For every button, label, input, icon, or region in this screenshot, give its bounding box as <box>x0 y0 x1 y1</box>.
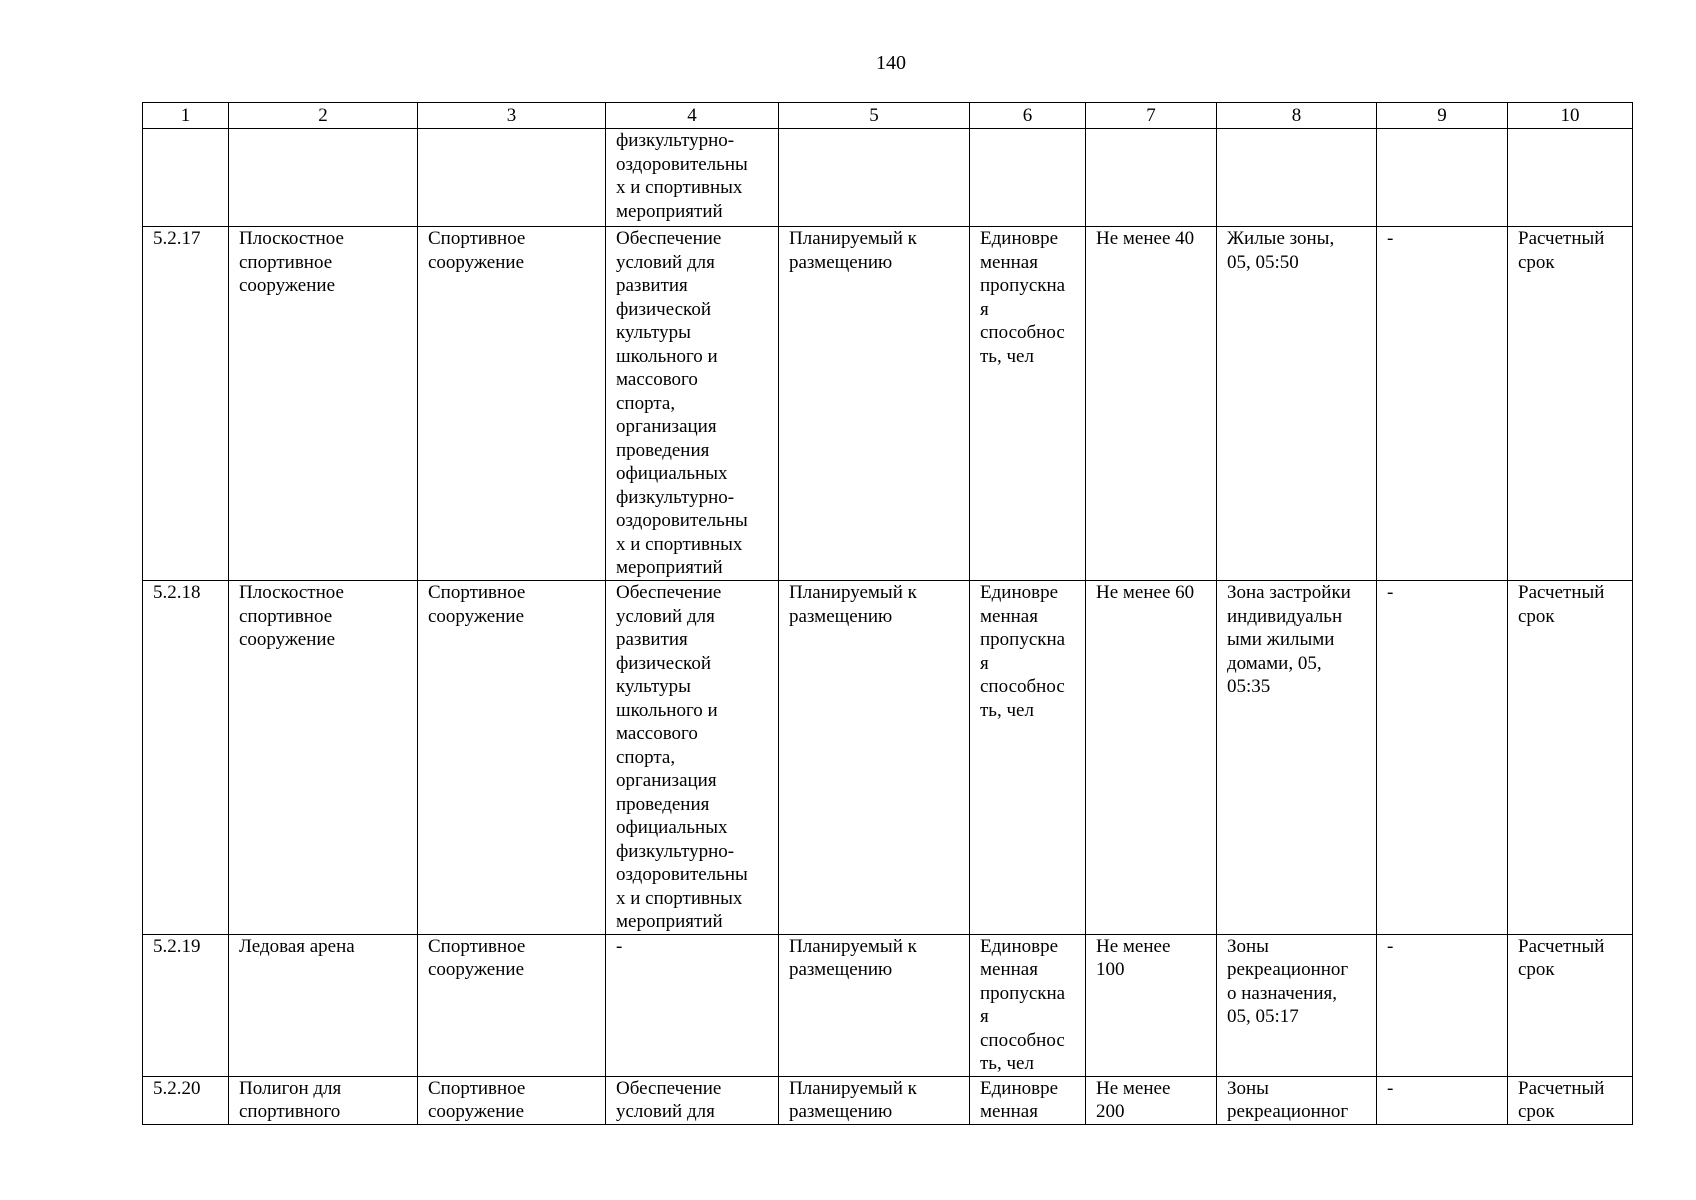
column-header: 8 <box>1217 103 1377 129</box>
column-header: 1 <box>143 103 229 129</box>
location-cell: Жилые зоны, 05, 05:50 <box>1217 227 1377 581</box>
value-cell: Не менее 100 <box>1086 934 1217 1076</box>
table-row <box>143 934 1633 1076</box>
object-name-cell: Плоскостное спортивное сооружение <box>229 581 418 935</box>
status-cell: Планируемый к размещению <box>779 581 970 935</box>
table-row-continuation <box>143 129 1633 227</box>
row-number-cell: 5.2.19 <box>143 934 229 1076</box>
object-name-cell: Ледовая арена <box>229 934 418 1076</box>
table-cell: физкультурно- оздоровительны х и спортивных мероприятий <box>606 129 779 227</box>
row-number-cell: 5.2.17 <box>143 227 229 581</box>
column-header: 7 <box>1086 103 1217 129</box>
term-cell: Расчетный срок <box>1508 1076 1633 1124</box>
location-cell: Зоны рекреационног <box>1217 1076 1377 1124</box>
parameter-cell: Единовре менная <box>970 1076 1086 1124</box>
parameter-cell: Единовре менная пропускна я способнос ть, чел <box>970 934 1086 1076</box>
table-cell <box>1217 129 1377 227</box>
page-number: 140 <box>876 52 906 74</box>
location-cell: Зоны рекреационног о назначения, 05, 05:17 <box>1217 934 1377 1076</box>
object-name-cell: Полигон для спортивного <box>229 1076 418 1124</box>
row-number-cell: 5.2.18 <box>143 581 229 935</box>
status-cell: Планируемый к размещению <box>779 934 970 1076</box>
table-row <box>143 227 1633 581</box>
column-header: 4 <box>606 103 779 129</box>
table-cell <box>418 129 606 227</box>
object-type-cell: Спортивное сооружение <box>418 1076 606 1124</box>
column-header: 5 <box>779 103 970 129</box>
column-header: 6 <box>970 103 1086 129</box>
value-cell: Не менее 200 <box>1086 1076 1217 1124</box>
status-cell: Планируемый к размещению <box>779 227 970 581</box>
table-row <box>143 1076 1633 1124</box>
value-cell: Не менее 40 <box>1086 227 1217 581</box>
zone-cell: - <box>1377 227 1508 581</box>
purpose-cell: Обеспечение условий для развития физической культуры школьного и массового спорта, организация проведения официальных физкультурно- оздоровительны х и спортивных мероприятий <box>606 581 779 935</box>
purpose-cell: Обеспечение условий для развития физической культуры школьного и массового спорта, организация проведения официальных физкультурно- оздоровительны х и спортивных мероприятий <box>606 227 779 581</box>
location-cell: Зона застройки индивидуальн ыми жилыми домами, 05, 05:35 <box>1217 581 1377 935</box>
purpose-cell: - <box>606 934 779 1076</box>
parameter-cell: Единовре менная пропускна я способнос ть, чел <box>970 581 1086 935</box>
table-cell <box>229 129 418 227</box>
data-table <box>142 102 1633 1125</box>
table-cell <box>1508 129 1633 227</box>
object-type-cell: Спортивное сооружение <box>418 581 606 935</box>
column-header: 3 <box>418 103 606 129</box>
table-cell <box>143 129 229 227</box>
purpose-cell: Обеспечение условий для <box>606 1076 779 1124</box>
column-header: 10 <box>1508 103 1633 129</box>
value-cell: Не менее 60 <box>1086 581 1217 935</box>
column-header: 2 <box>229 103 418 129</box>
row-number-cell: 5.2.20 <box>143 1076 229 1124</box>
parameter-cell: Единовре менная пропускна я способнос ть, чел <box>970 227 1086 581</box>
zone-cell: - <box>1377 581 1508 935</box>
header-row <box>143 103 1633 129</box>
table-cell <box>1377 129 1508 227</box>
zone-cell: - <box>1377 1076 1508 1124</box>
object-type-cell: Спортивное сооружение <box>418 934 606 1076</box>
term-cell: Расчетный срок <box>1508 934 1633 1076</box>
status-cell: Планируемый к размещению <box>779 1076 970 1124</box>
term-cell: Расчетный срок <box>1508 581 1633 935</box>
object-name-cell: Плоскостное спортивное сооружение <box>229 227 418 581</box>
term-cell: Расчетный срок <box>1508 227 1633 581</box>
zone-cell: - <box>1377 934 1508 1076</box>
object-type-cell: Спортивное сооружение <box>418 227 606 581</box>
table-row <box>143 581 1633 935</box>
column-header: 9 <box>1377 103 1508 129</box>
table-cell <box>970 129 1086 227</box>
table-cell <box>1086 129 1217 227</box>
table-cell <box>779 129 970 227</box>
